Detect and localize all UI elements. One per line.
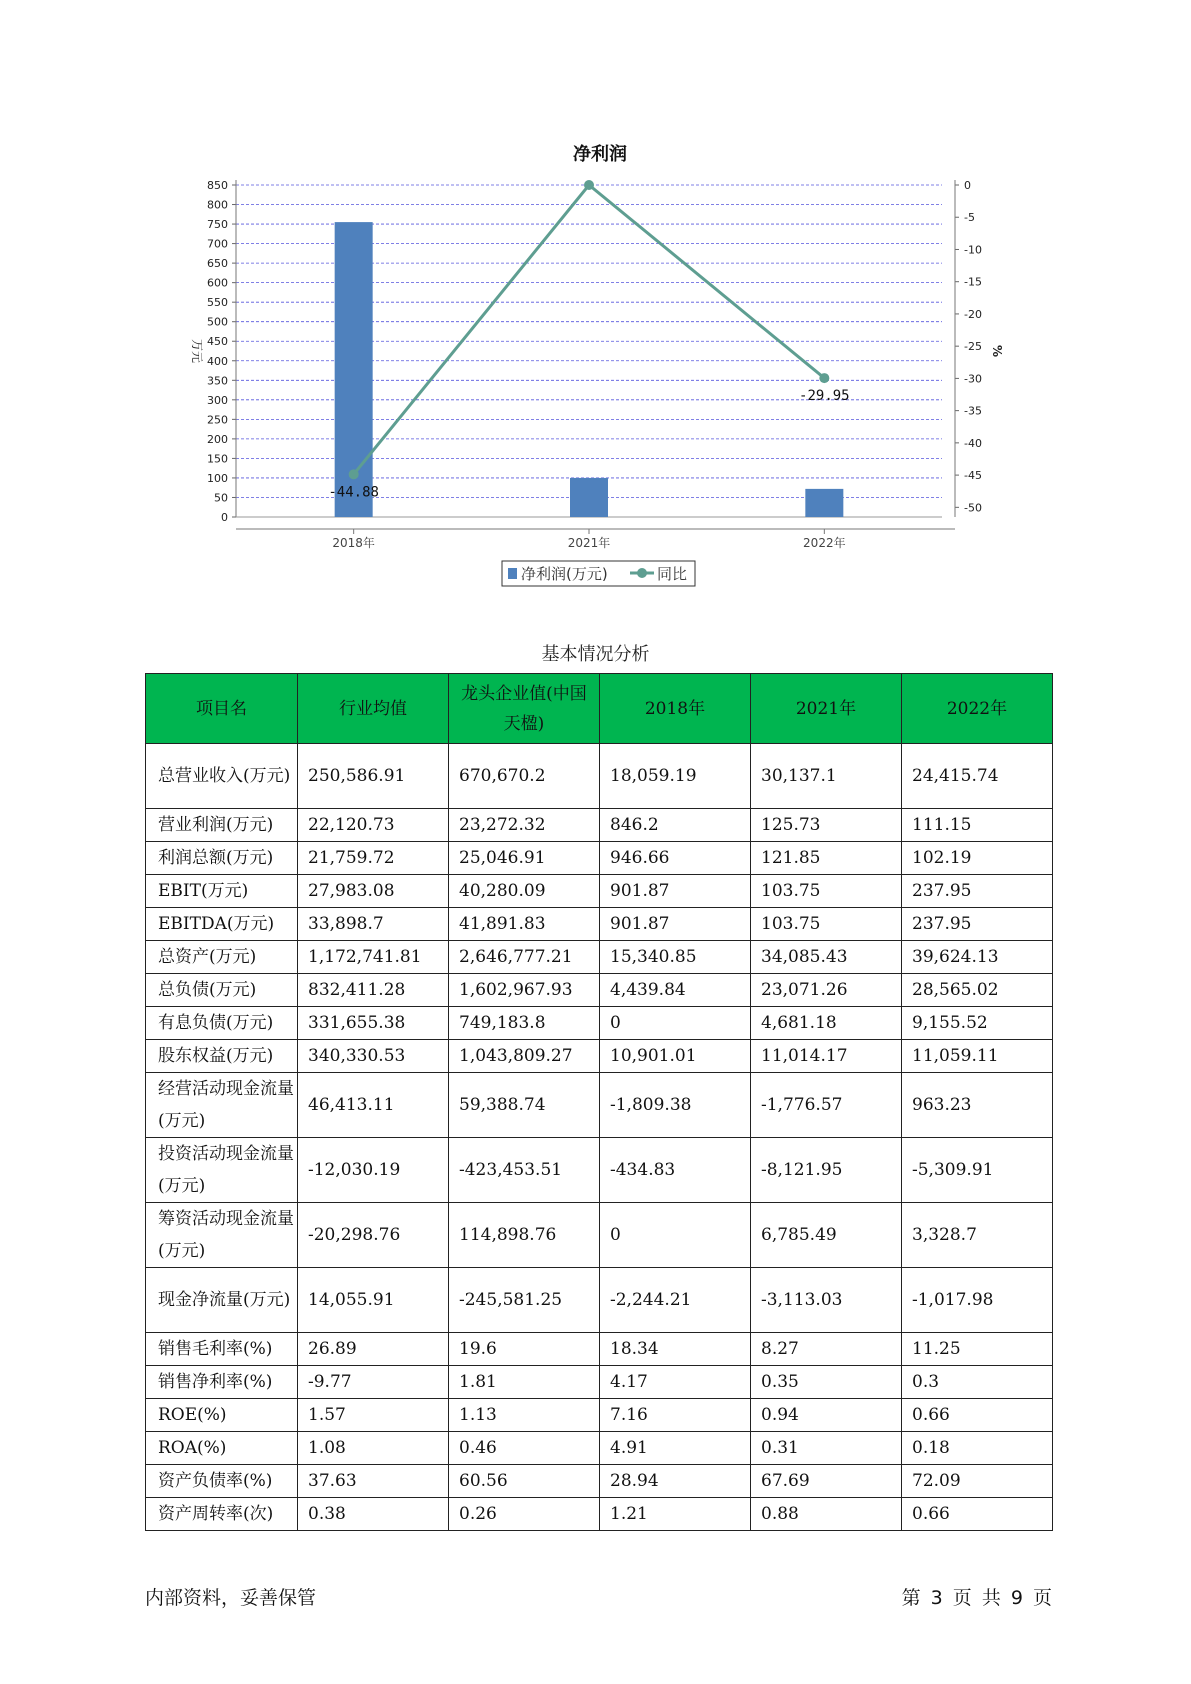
- value-cell: 0: [600, 1203, 751, 1268]
- yoy-point: [584, 180, 594, 190]
- row-label-cell: 总营业收入(万元): [146, 744, 298, 809]
- value-cell: 1.08: [298, 1432, 449, 1465]
- value-cell: 4.91: [600, 1432, 751, 1465]
- table-row: [146, 1333, 1053, 1366]
- value-cell: 18.34: [600, 1333, 751, 1366]
- yoy-point: [349, 469, 359, 479]
- value-cell: 1,172,741.81: [298, 941, 449, 974]
- x-tick-label: 2022年: [803, 536, 846, 550]
- value-cell: -5,309.91: [902, 1138, 1053, 1203]
- row-label-cell: EBITDA(万元): [146, 908, 298, 941]
- legend-bar-swatch: [508, 568, 517, 579]
- y2-tick-label: -15: [964, 275, 982, 289]
- value-cell: 6,785.49: [751, 1203, 902, 1268]
- header-item-name: 项目名: [146, 674, 298, 744]
- value-cell: 0.46: [449, 1432, 600, 1465]
- y2-tick-label: -20: [964, 307, 982, 321]
- value-cell: 67.69: [751, 1465, 902, 1498]
- value-cell: 18,059.19: [600, 744, 751, 809]
- y2-tick-label: -50: [964, 501, 982, 515]
- net-profit-chart: [0, 0, 1191, 600]
- table-row: [146, 1007, 1053, 1040]
- y2-tick-label: -35: [964, 404, 982, 418]
- value-cell: 1.13: [449, 1399, 600, 1432]
- table-caption: 基本情况分析: [541, 644, 650, 665]
- value-cell: 0.35: [751, 1366, 902, 1399]
- header-year-2022: 2022年: [902, 674, 1053, 744]
- value-cell: 11.25: [902, 1333, 1053, 1366]
- header-year-2018: 2018年: [600, 674, 751, 744]
- value-cell: -3,113.03: [751, 1268, 902, 1333]
- row-label-cell: 总负债(万元): [146, 974, 298, 1007]
- table-row: [146, 1366, 1053, 1399]
- y-tick-label: 700: [207, 237, 228, 251]
- value-cell: 946.66: [600, 842, 751, 875]
- value-cell: 24,415.74: [902, 744, 1053, 809]
- value-cell: 0.18: [902, 1432, 1053, 1465]
- value-cell: 749,183.8: [449, 1007, 600, 1040]
- table-row: [146, 941, 1053, 974]
- table-body: [146, 744, 1053, 1531]
- value-cell: 23,071.26: [751, 974, 902, 1007]
- value-cell: 1.81: [449, 1366, 600, 1399]
- value-cell: 0.94: [751, 1399, 902, 1432]
- value-cell: 7.16: [600, 1399, 751, 1432]
- value-cell: 0: [600, 1007, 751, 1040]
- value-cell: 832,411.28: [298, 974, 449, 1007]
- value-cell: 2,646,777.21: [449, 941, 600, 974]
- value-cell: 28.94: [600, 1465, 751, 1498]
- value-cell: -8,121.95: [751, 1138, 902, 1203]
- value-cell: 1.57: [298, 1399, 449, 1432]
- value-cell: 33,898.7: [298, 908, 449, 941]
- row-label-cell: 利润总额(万元): [146, 842, 298, 875]
- table-row: [146, 875, 1053, 908]
- data-label: -44.88: [328, 484, 379, 501]
- table-row: [146, 809, 1053, 842]
- row-label-cell: 投资活动现金流量(万元): [146, 1138, 298, 1203]
- footer-confidential-note: 内部资料，妥善保管: [145, 1587, 317, 1609]
- value-cell: 10,901.01: [600, 1040, 751, 1073]
- value-cell: 0.38: [298, 1498, 449, 1531]
- value-cell: 340,330.53: [298, 1040, 449, 1073]
- table-row: [146, 842, 1053, 875]
- value-cell: 1.21: [600, 1498, 751, 1531]
- value-cell: 0.31: [751, 1432, 902, 1465]
- value-cell: 250,586.91: [298, 744, 449, 809]
- x-tick-label: 2018年: [332, 536, 375, 550]
- value-cell: 121.85: [751, 842, 902, 875]
- table-row: [146, 1268, 1053, 1333]
- value-cell: 22,120.73: [298, 809, 449, 842]
- row-label-cell: 销售毛利率(%): [146, 1333, 298, 1366]
- value-cell: 3,328.7: [902, 1203, 1053, 1268]
- value-cell: 963.23: [902, 1073, 1053, 1138]
- value-cell: 111.15: [902, 809, 1053, 842]
- value-cell: 46,413.11: [298, 1073, 449, 1138]
- row-label-cell: 总资产(万元): [146, 941, 298, 974]
- value-cell: -423,453.51: [449, 1138, 600, 1203]
- value-cell: -1,809.38: [600, 1073, 751, 1138]
- y-tick-label: 0: [221, 511, 228, 524]
- legend-line-marker: [637, 568, 647, 578]
- y-tick-label: 500: [207, 315, 228, 329]
- value-cell: 0.88: [751, 1498, 902, 1531]
- value-cell: 901.87: [600, 875, 751, 908]
- y2-tick-label: -25: [964, 340, 982, 354]
- data-label: -29.95: [799, 388, 850, 405]
- yoy-line: [354, 185, 825, 474]
- value-cell: 34,085.43: [751, 941, 902, 974]
- table-row: [146, 1203, 1053, 1268]
- value-cell: 1,602,967.93: [449, 974, 600, 1007]
- value-cell: 26.89: [298, 1333, 449, 1366]
- y2-tick-label: -10: [964, 243, 982, 257]
- table-row: [146, 1040, 1053, 1073]
- value-cell: 21,759.72: [298, 842, 449, 875]
- value-cell: 11,059.11: [902, 1040, 1053, 1073]
- header-year-2021: 2021年: [751, 674, 902, 744]
- table-row: [146, 1432, 1053, 1465]
- row-label-cell: ROA(%): [146, 1432, 298, 1465]
- table-header-row: [146, 674, 1053, 744]
- row-label-cell: ROE(%): [146, 1399, 298, 1432]
- value-cell: 15,340.85: [600, 941, 751, 974]
- y-tick-label: 150: [207, 452, 228, 466]
- value-cell: 30,137.1: [751, 744, 902, 809]
- value-cell: 4,439.84: [600, 974, 751, 1007]
- value-cell: -1,017.98: [902, 1268, 1053, 1333]
- value-cell: 60.56: [449, 1465, 600, 1498]
- bar-2: [805, 489, 843, 517]
- y-tick-label: 300: [207, 393, 228, 407]
- y2-tick-label: -30: [964, 372, 982, 386]
- value-cell: 237.95: [902, 875, 1053, 908]
- value-cell: -12,030.19: [298, 1138, 449, 1203]
- value-cell: 8.27: [751, 1333, 902, 1366]
- basic-analysis-table: [145, 673, 1053, 1531]
- bar-1: [570, 478, 608, 517]
- row-label-cell: 销售净利率(%): [146, 1366, 298, 1399]
- y-tick-label: 600: [207, 276, 228, 290]
- legend-line-label: 同比: [657, 565, 688, 583]
- value-cell: 670,670.2: [449, 744, 600, 809]
- value-cell: 37.63: [298, 1465, 449, 1498]
- row-label-cell: 经营活动现金流量(万元): [146, 1073, 298, 1138]
- header-industry-average: 行业均值: [298, 674, 449, 744]
- table-row: [146, 1498, 1053, 1531]
- row-label-cell: 现金净流量(万元): [146, 1268, 298, 1333]
- table-row: [146, 974, 1053, 1007]
- value-cell: 25,046.91: [449, 842, 600, 875]
- y-tick-label: 50: [214, 491, 228, 505]
- table-row: [146, 1399, 1053, 1432]
- x-tick-label: 2021年: [567, 536, 611, 550]
- value-cell: 0.26: [449, 1498, 600, 1531]
- y-tick-label: 750: [207, 218, 228, 232]
- y-axis-label: 万元: [190, 338, 204, 364]
- row-label-cell: EBIT(万元): [146, 875, 298, 908]
- y-tick-label: 550: [207, 296, 228, 310]
- value-cell: 28,565.02: [902, 974, 1053, 1007]
- value-cell: 59,388.74: [449, 1073, 600, 1138]
- table-row: [146, 1138, 1053, 1203]
- y-tick-label: 450: [207, 335, 228, 349]
- value-cell: 27,983.08: [298, 875, 449, 908]
- row-label-cell: 筹资活动现金流量(万元): [146, 1203, 298, 1268]
- y2-tick-label: -5: [964, 211, 975, 225]
- table-row: [146, 1073, 1053, 1138]
- y-tick-label: 400: [207, 354, 228, 368]
- chart-title: 净利润: [573, 144, 627, 165]
- row-label-cell: 股东权益(万元): [146, 1040, 298, 1073]
- value-cell: 114,898.76: [449, 1203, 600, 1268]
- value-cell: 72.09: [902, 1465, 1053, 1498]
- table-row: [146, 908, 1053, 941]
- value-cell: -9.77: [298, 1366, 449, 1399]
- row-label-cell: 有息负债(万元): [146, 1007, 298, 1040]
- value-cell: 901.87: [600, 908, 751, 941]
- value-cell: 41,891.83: [449, 908, 600, 941]
- value-cell: 14,055.91: [298, 1268, 449, 1333]
- value-cell: 125.73: [751, 809, 902, 842]
- value-cell: 237.95: [902, 908, 1053, 941]
- row-label-cell: 资产周转率(次): [146, 1498, 298, 1531]
- value-cell: 39,624.13: [902, 941, 1053, 974]
- table-row: [146, 1465, 1053, 1498]
- value-cell: 11,014.17: [751, 1040, 902, 1073]
- value-cell: 4.17: [600, 1366, 751, 1399]
- value-cell: 0.66: [902, 1399, 1053, 1432]
- y-tick-label: 350: [207, 374, 228, 388]
- y2-axis-label: %: [990, 344, 1004, 358]
- y2-tick-label: -45: [964, 469, 982, 483]
- y-tick-label: 250: [207, 413, 228, 427]
- value-cell: 4,681.18: [751, 1007, 902, 1040]
- value-cell: 331,655.38: [298, 1007, 449, 1040]
- value-cell: 102.19: [902, 842, 1053, 875]
- y-tick-label: 100: [207, 471, 228, 485]
- table-row: [146, 744, 1053, 809]
- footer-page-number: 第 3 页 共 9 页: [901, 1587, 1052, 1609]
- y-tick-label: 850: [207, 179, 228, 192]
- legend-bar-label: 净利润(万元): [521, 565, 608, 583]
- y2-tick-label: -40: [964, 436, 982, 450]
- value-cell: 1,043,809.27: [449, 1040, 600, 1073]
- value-cell: 0.66: [902, 1498, 1053, 1531]
- value-cell: -1,776.57: [751, 1073, 902, 1138]
- yoy-point: [819, 373, 829, 383]
- value-cell: 19.6: [449, 1333, 600, 1366]
- row-label-cell: 资产负债率(%): [146, 1465, 298, 1498]
- value-cell: -20,298.76: [298, 1203, 449, 1268]
- value-cell: -2,244.21: [600, 1268, 751, 1333]
- value-cell: 40,280.09: [449, 875, 600, 908]
- row-label-cell: 营业利润(万元): [146, 809, 298, 842]
- y2-tick-label: 0: [964, 179, 971, 192]
- value-cell: 846.2: [600, 809, 751, 842]
- header-leader-value: 龙头企业值(中国天楹): [449, 674, 600, 744]
- value-cell: -434.83: [600, 1138, 751, 1203]
- value-cell: 9,155.52: [902, 1007, 1053, 1040]
- y-tick-label: 200: [207, 432, 228, 446]
- value-cell: -245,581.25: [449, 1268, 600, 1333]
- value-cell: 103.75: [751, 875, 902, 908]
- value-cell: 23,272.32: [449, 809, 600, 842]
- y-tick-label: 650: [207, 257, 228, 271]
- value-cell: 103.75: [751, 908, 902, 941]
- value-cell: 0.3: [902, 1366, 1053, 1399]
- y-tick-label: 800: [207, 198, 228, 212]
